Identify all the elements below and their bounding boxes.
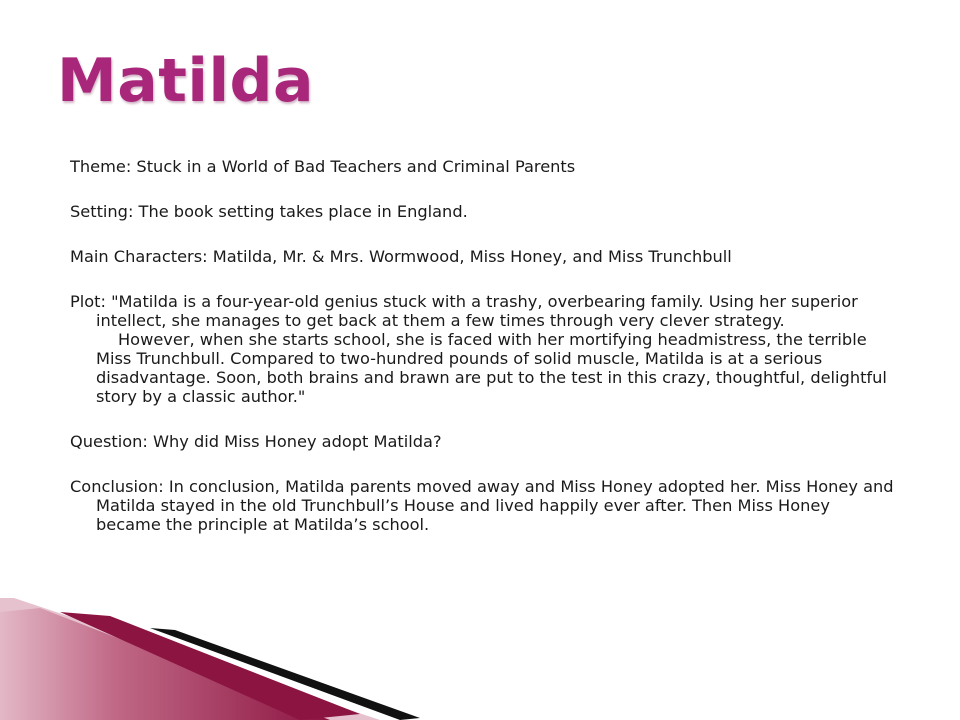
conclusion-paragraph: Conclusion: In conclusion, Matilda parents moved away and Miss Honey adopted her. Miss Honey and Matilda stayed in the old Trunchbull’s House and lived happily ever after. Then Miss Honey became the principle at Matilda’s school. bbox=[70, 477, 894, 534]
theme-paragraph: Theme: Stuck in a World of Bad Teachers and Criminal Parents bbox=[70, 157, 576, 176]
plot-continuation-text: However, when she starts school, she is faced with her mortifying headmistress, the terrible Miss Trunchbull. Compared to two-hundred pounds of solid muscle, Matilda is at a serious disadvantage. Soon, both brains and brawn are put to the test in this crazy, thoughtful, delightful story by a classic author." bbox=[96, 330, 887, 406]
slide-title: Matilda bbox=[57, 46, 314, 116]
characters-paragraph: Main Characters: Matilda, Mr. & Mrs. Wormwood, Miss Honey, and Miss Trunchbull bbox=[70, 247, 732, 266]
plot-intro-text: Plot: "Matilda is a four-year-old genius stuck with a trashy, overbearing family. Using her superior intellect, she manages to get back at them a few times through very clever strategy. bbox=[70, 292, 858, 330]
question-paragraph: Question: Why did Miss Honey adopt Matilda? bbox=[70, 432, 442, 451]
setting-paragraph: Setting: The book setting takes place in England. bbox=[70, 202, 468, 221]
